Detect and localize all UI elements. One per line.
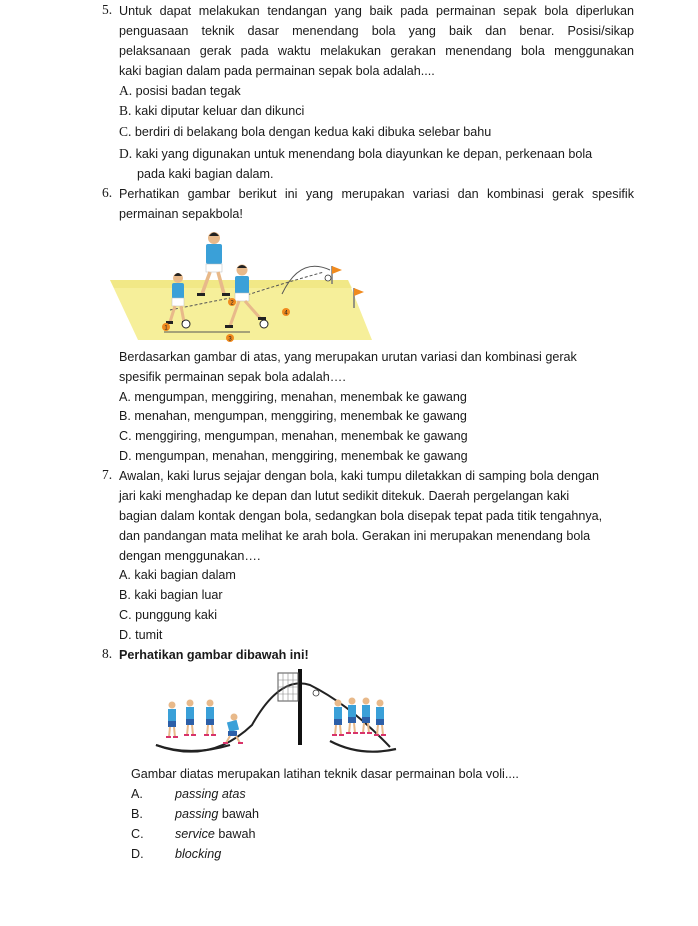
ball (260, 320, 268, 328)
volleyball-drill-figure (150, 665, 402, 765)
svg-text:4: 4 (284, 310, 288, 317)
q5-option-d[interactable] (119, 146, 592, 162)
corner-flag (332, 266, 342, 274)
q8-option-a[interactable] (131, 786, 246, 802)
q8-option-d[interactable] (131, 846, 221, 862)
option-text: kaki bagian dalam (134, 568, 236, 582)
option-text: menggiring, mengumpan, menahan, menembak ke gawang (135, 429, 468, 443)
q6-option-c[interactable] (119, 428, 468, 444)
q7-option-d[interactable] (119, 627, 162, 643)
marker-3 (226, 334, 234, 343)
option-text: mengumpan, menahan, menggiring, menembak ke gawang (135, 449, 468, 463)
svg-text:2: 2 (230, 300, 234, 307)
option-text: mengumpan, menggiring, menahan, menembak ke gawang (134, 390, 467, 404)
option-letter: C. (131, 827, 144, 841)
q7-number: 7. (102, 467, 113, 482)
q6-option-d[interactable] (119, 448, 468, 464)
option-text: kaki diputar keluar dan dikunci (134, 104, 305, 118)
q7-stem-line-5: dengan menggunakan…. (119, 549, 261, 563)
option-letter: A. (119, 390, 131, 404)
option-text: kaki yang digunakan untuk menendang bola diayunkan ke depan, perkenaan bola (135, 147, 593, 161)
q5-option-c[interactable] (119, 124, 491, 140)
option-letter: B. (131, 807, 143, 821)
option-letter: A. (119, 568, 131, 582)
q8-option-c[interactable] (131, 826, 256, 842)
svg-text:3: 3 (228, 336, 232, 343)
q5-stem-line-4: kaki bagian dalam pada permainan sepak bola adalah.... (119, 64, 435, 78)
option-letter: C. (119, 124, 132, 139)
q8-question: Gambar diatas merupakan latihan teknik dasar permainan bola voli.... (131, 767, 519, 781)
q8-option-b[interactable] (131, 806, 259, 822)
q7-stem-line-2: jari kaki menghadap ke depan dan lutut sedikit ditekuk. Daerah pergelangan kaki (119, 489, 570, 503)
q6-option-b[interactable] (119, 408, 467, 424)
option-text: kaki bagian luar (134, 588, 223, 602)
option-text-italic: blocking (175, 847, 222, 861)
volleyball (313, 690, 319, 696)
q5-stem-line-1: Untuk dapat melakukan tendangan yang baik pada permainan sepak bola diperlukan (119, 4, 634, 18)
q5-number: 5. (102, 2, 113, 17)
q5-option-d-continued: pada kaki bagian dalam. (137, 167, 274, 181)
q7-stem-line-3: bagian dalam kontak dengan bola, sedangkan bola disepak tepat pada titik tengahnya, (119, 509, 603, 523)
option-letter: A. (119, 83, 133, 98)
option-letter: C. (119, 429, 132, 443)
q6-question-line-2: spesifik permainan sepak bola adalah…. (119, 370, 346, 384)
q5-option-a[interactable] (119, 83, 241, 99)
option-letter: D. (119, 146, 133, 161)
option-text: menahan, mengumpan, menggiring, menembak ke gawang (134, 409, 467, 423)
q7-stem-line-4: dan pandangan mata melihat ke arah bola. Gerakan ini merupakan menendang bola (119, 529, 591, 543)
q5-option-b[interactable] (119, 103, 304, 119)
ball (182, 320, 190, 328)
q6-option-a[interactable] (119, 389, 467, 405)
field-edge (110, 280, 352, 288)
player-left-2 (184, 700, 196, 737)
option-letter: D. (119, 449, 132, 463)
option-letter: B. (119, 409, 131, 423)
player-left-3 (204, 700, 216, 737)
q6-question-line-1: Berdasarkan gambar di atas, yang merupakan urutan variasi dan kombinasi gerak (119, 350, 577, 364)
corner-flag (354, 288, 364, 296)
net-post (298, 669, 302, 745)
q8-stem: Perhatikan gambar dibawah ini! (119, 648, 309, 662)
option-text: tumit (135, 628, 163, 642)
q5-stem-line-3: pelaksanaan gerak pada waktu melakukan gerakan menendang bola menggunakan (119, 44, 634, 58)
option-text: bawah (214, 827, 256, 841)
player-right-4 (374, 700, 386, 737)
option-letter: B. (119, 588, 131, 602)
option-letter: A. (131, 787, 143, 801)
option-text-italic: passing (175, 807, 219, 821)
option-text: bawah (218, 807, 260, 821)
option-text: berdiri di belakang bola dengan kedua kaki dibuka selebar bahu (134, 125, 492, 139)
q6-stem-line-1: Perhatikan gambar berikut ini yang merupakan variasi dan kombinasi gerak spesifik (119, 187, 634, 201)
q7-option-b[interactable] (119, 587, 223, 603)
q6-stem-line-2: permainan sepakbola! (119, 207, 243, 221)
svg-text:1: 1 (164, 325, 168, 332)
q8-number: 8. (102, 646, 113, 661)
q5-stem-line-2: penguasaan teknik dasar menendang bola yang baik dan benar. Posisi/sikap (119, 24, 634, 38)
option-text: posisi badan tegak (135, 84, 241, 98)
option-letter: C. (119, 608, 132, 622)
option-letter: B. (119, 103, 132, 118)
option-letter: D. (119, 628, 132, 642)
option-letter: D. (131, 847, 144, 861)
q6-number: 6. (102, 185, 113, 200)
option-text: punggung kaki (135, 608, 218, 622)
player-left-1 (166, 702, 178, 739)
q7-option-a[interactable] (119, 567, 236, 583)
ball (325, 275, 331, 281)
option-text-italic: service (175, 827, 215, 841)
q7-option-c[interactable] (119, 607, 217, 623)
option-text-italic: passing atas (175, 787, 246, 801)
q7-stem-line-1: Awalan, kaki lurus sejajar dengan bola, kaki tumpu diletakkan di samping bola dengan (119, 469, 600, 483)
soccer-drill-figure (110, 226, 372, 346)
